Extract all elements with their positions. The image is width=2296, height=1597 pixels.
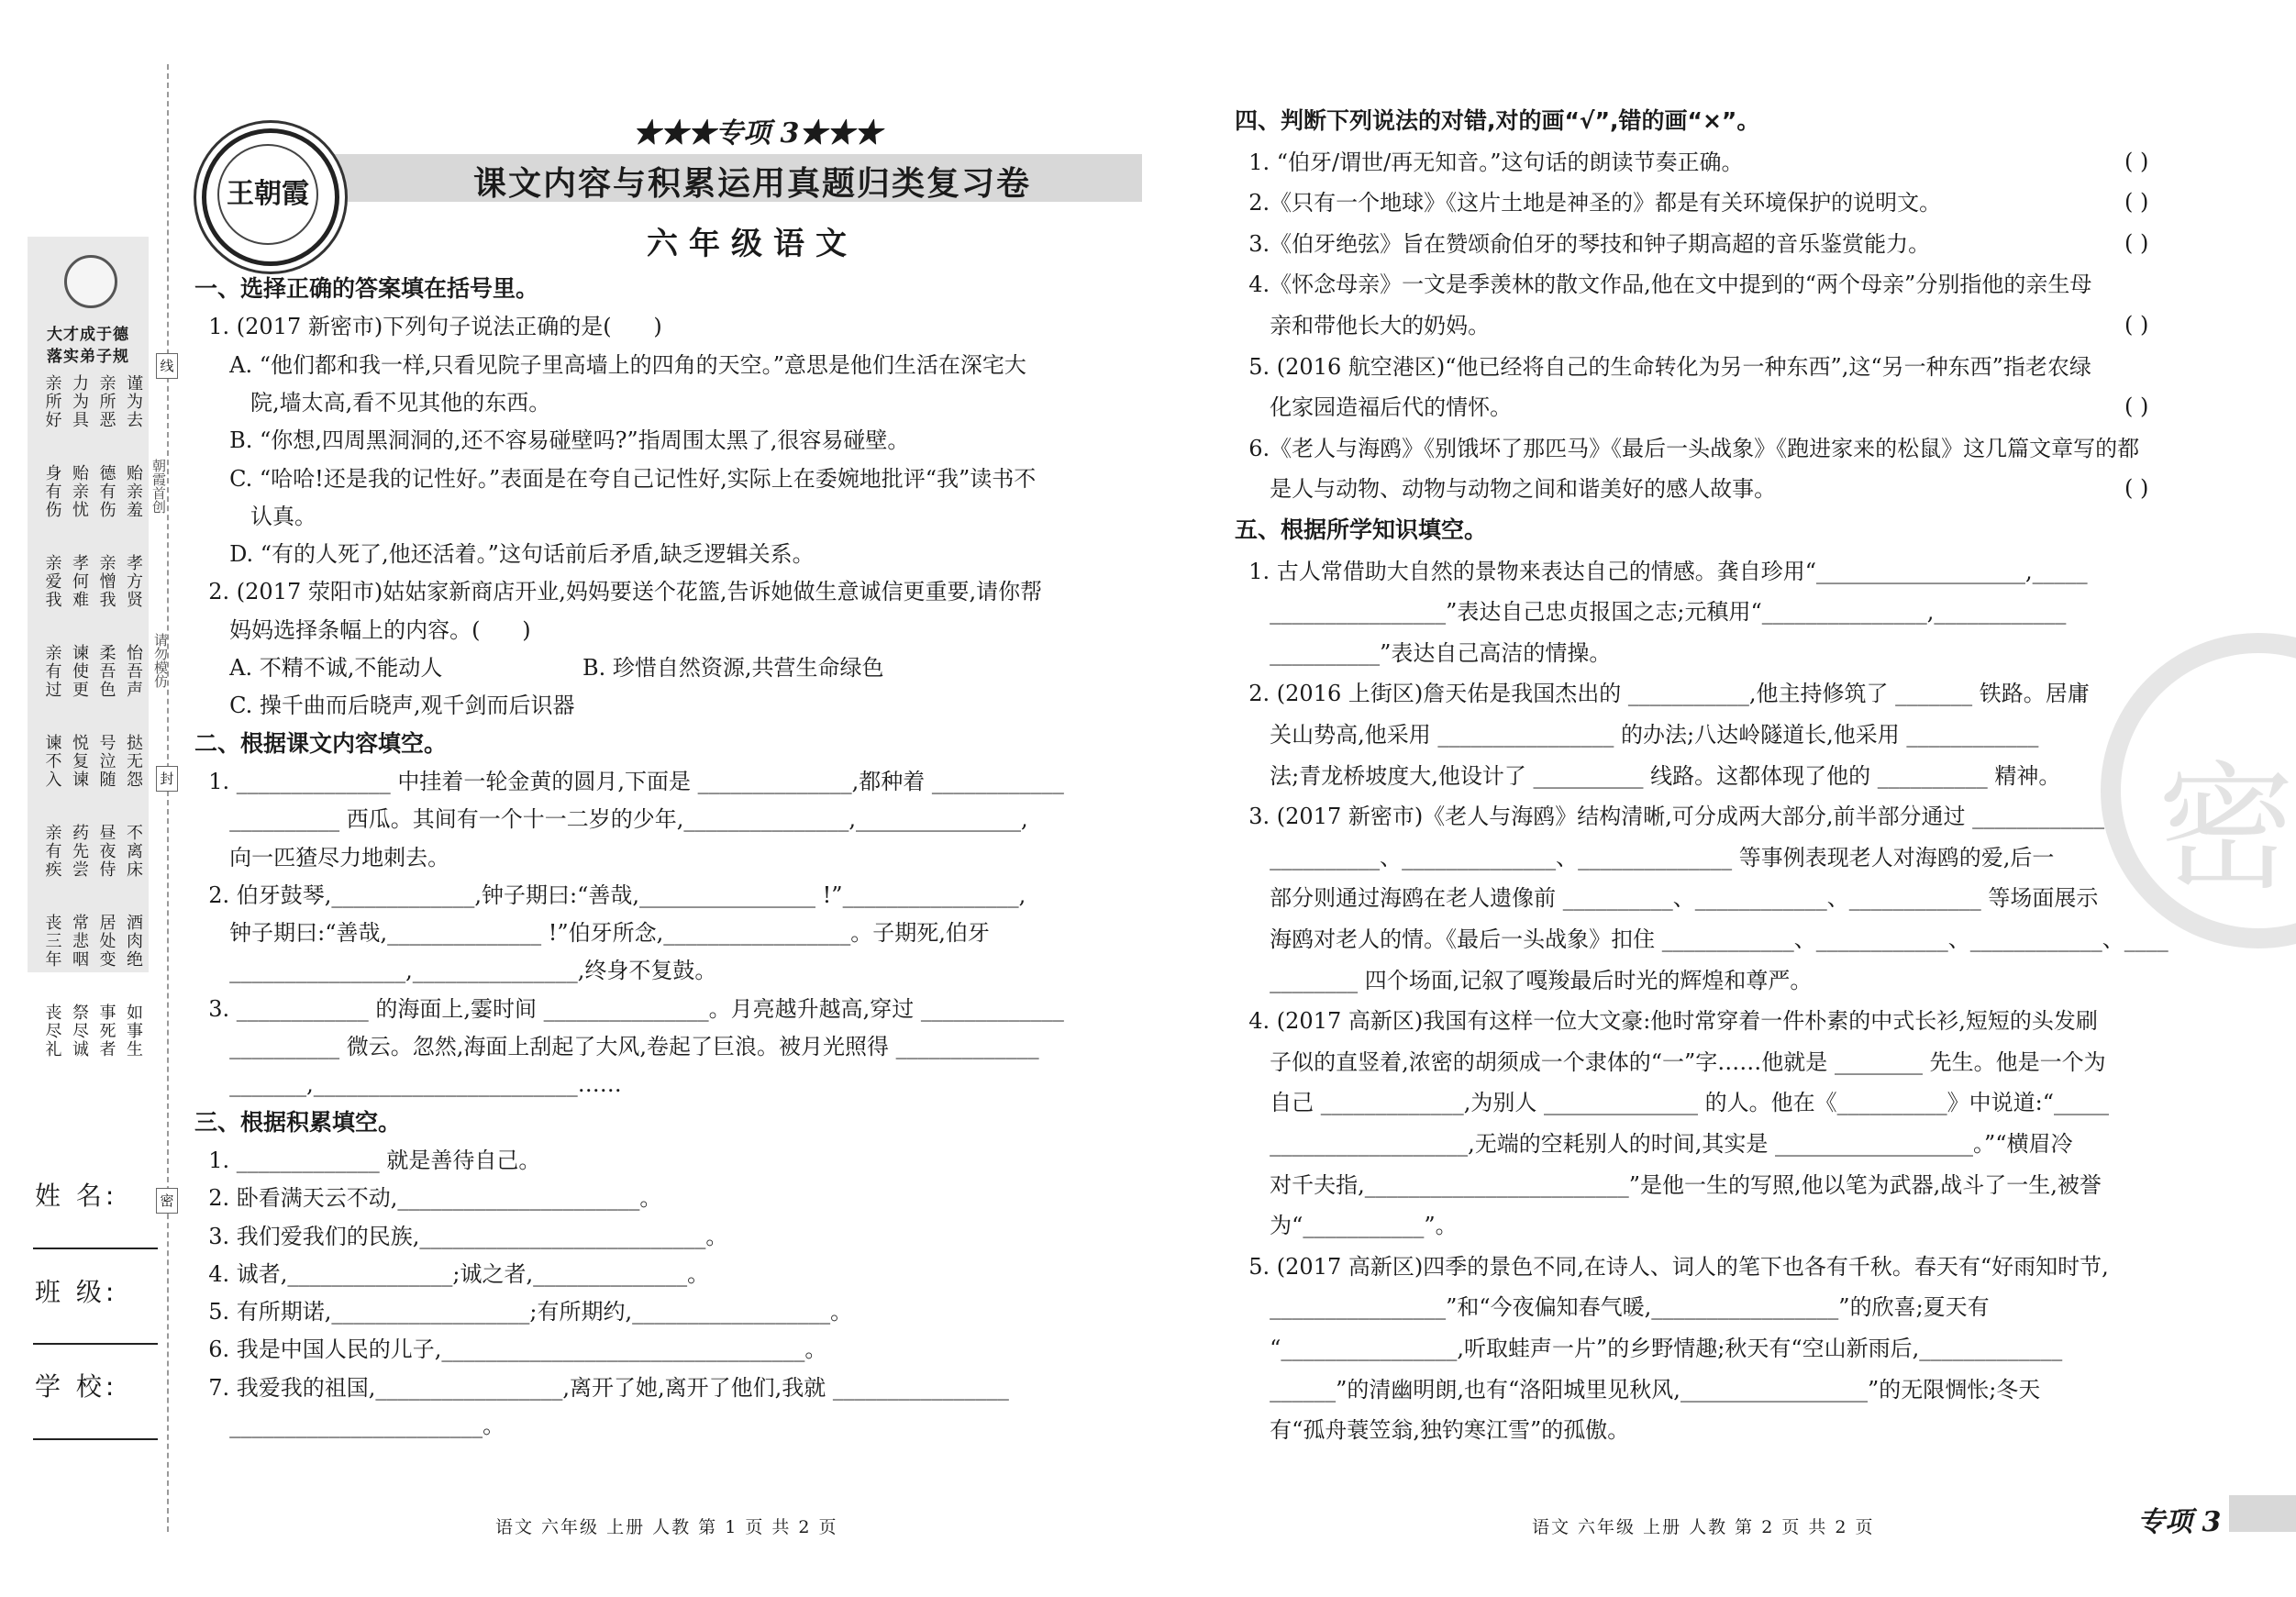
- vertical-note-1: 朝霞首创: [150, 459, 167, 514]
- school-label: 学 校:: [35, 1371, 118, 1402]
- maxim-text: 力为具: [70, 374, 89, 429]
- text-line: C. 操千曲而后晓声,观千剑而后识器: [194, 693, 575, 719]
- maxim-text: 亲所恶: [96, 374, 116, 429]
- sidebar-panel: [28, 237, 149, 1059]
- maxim-text: 丧尽礼: [42, 1004, 62, 1059]
- mascot-icon: [64, 255, 117, 308]
- text-line: 2. 伯牙鼓琴,_____________,钟子期曰:“善哉,________________ !”________________,: [194, 882, 1026, 908]
- section-heading: 二、根据课文内容填空。: [194, 729, 448, 757]
- maxim-text: 柔吾色: [96, 644, 116, 699]
- text-line: 妈妈选择条幅上的内容。( ): [194, 616, 531, 643]
- maxim-text: 怡吾声: [124, 644, 143, 699]
- text-line: A. 不精不诚,不能动人 B. 珍惜自然资源,共营生命绿色: [194, 655, 884, 681]
- maxim-text: 德有伤: [96, 464, 116, 519]
- logo-text: 王朝霞: [217, 144, 318, 245]
- text-line: 是人与动物、动物与动物之间和谐美好的感人故事。: [1235, 476, 1777, 503]
- text-line: 关山势高,他采用 ________________ 的办法;八达岭隧道长,他采用 ____________: [1235, 722, 2039, 748]
- maxim-text: 昼夜侍: [96, 824, 116, 879]
- answer-paren[interactable]: ( ): [2124, 148, 2149, 174]
- vertical-note-2: 请勿模仿: [152, 633, 169, 688]
- page-subtitle: 六年级语文: [647, 226, 858, 262]
- binding-cut-line: [167, 64, 169, 1532]
- maxim-text: 如事生: [124, 1004, 143, 1059]
- text-line: ________________”和“今夜偏知春气暖,_________________”的欣喜;夏天有: [1235, 1294, 1990, 1321]
- text-line: __________、______________、______________ 等事例表现老人对海鸥的爱,后一: [1235, 844, 2055, 871]
- text-line: 2.《只有一个地球》《这片土地是神圣的》都是有关环境保护的说明文。: [1235, 190, 1942, 216]
- text-line: B. “你想,四周黑洞洞的,还不容易碰壁吗?”指周围太黑了,很容易碰壁。: [194, 427, 910, 454]
- text-line: ________________,_______________,终身不复鼓。: [194, 958, 717, 984]
- maxim-text: 酒肉绝: [124, 914, 143, 969]
- text-line: 向一匹猹尽力地刺去。: [194, 844, 450, 871]
- text-line: 认真。: [194, 503, 317, 529]
- maxim-text: 亲有过: [42, 644, 62, 699]
- maxim-text: 号泣随: [96, 734, 116, 789]
- text-line: 1. 古人常借助大自然的景物来表达自己的情感。龚自珍用“___________________,_____: [1235, 558, 2088, 584]
- brand-logo: [202, 128, 339, 266]
- section-heading: 五、根据所学知识填空。: [1235, 516, 1488, 543]
- name-label: 姓 名:: [35, 1181, 118, 1211]
- footer-right: 语文 六年级 上册 人教 第 2 页 共 2 页: [1532, 1517, 1875, 1537]
- class-field[interactable]: [33, 1343, 158, 1345]
- text-line: ________ 四个场面,记叙了嘎羧最后时光的辉煌和尊严。: [1235, 967, 1813, 993]
- text-line: 2. (2016 上街区)詹天佑是我国杰出的 ___________,他主持修筑了 _______ 铁路。居庸: [1235, 681, 2090, 707]
- maxim-text: 不离床: [124, 824, 143, 879]
- answer-paren[interactable]: ( ): [2124, 229, 2149, 256]
- text-line: 化家园造福后代的情怀。: [1235, 394, 1513, 421]
- maxim-text: 亲憎我: [96, 554, 116, 609]
- maxim-text: 谏使更: [70, 644, 89, 699]
- section-heading: 三、根据积累填空。: [194, 1108, 402, 1136]
- text-line: 法;青龙桥坡度大,他设计了 __________ 线路。这都体现了他的 __________ 精神。: [1235, 762, 2061, 789]
- text-line: 对千夫指,________________________”是他一生的写照,他以笔为武器,战斗了一生,被誉: [1235, 1171, 2102, 1198]
- text-line: 子似的直竖着,浓密的胡须成一个隶体的“一”字……他就是 ________ 先生。他是一个为: [1235, 1048, 2106, 1075]
- text-line: A. “他们都和我一样,只看见院子里高墙上的四角的天空。”意思是他们生活在深宅大: [194, 351, 1026, 378]
- cut-mark-1: 线: [156, 353, 178, 379]
- text-line: 有“孤舟蓑笠翁,独钓寒江雪”的孤傲。: [1235, 1417, 1630, 1444]
- text-line: 6.《老人与海鸥》《别饿坏了那匹马》《最后一头战象》《跑进家来的松鼠》这几篇文章写的都: [1235, 435, 2140, 461]
- text-line: 7. 我爱我的祖国,_________________,离开了她,离开了他们,我就 ________________: [194, 1374, 1009, 1401]
- text-line: 3.《伯牙绝弦》旨在赞颂俞伯牙的琴技和钟子期高超的音乐鉴赏能力。: [1235, 230, 1931, 257]
- name-field[interactable]: [33, 1248, 158, 1249]
- text-line: 海鸥对老人的情。《最后一头战象》扣住 ____________、____________、____________、____: [1235, 926, 2168, 952]
- maxim-text: 药先尝: [70, 824, 89, 879]
- text-line: ______”的清幽明朗,也有“洛阳城里见秋风,_________________”的无限惆怅;冬天: [1235, 1376, 2041, 1403]
- text-line: 4. (2017 高新区)我国有这样一位大文豪:他时常穿着一件朴素的中式长衫,短短的头发刷: [1235, 1008, 2098, 1035]
- text-line: 5. (2017 高新区)四季的景色不同,在诗人、词人的笔下也各有千秋。春天有“好雨知时节,: [1235, 1253, 2109, 1280]
- maxim-text: 谏不入: [42, 734, 62, 789]
- section-heading: 四、判断下列说法的对错,对的画“√”,错的画“×”。: [1235, 107, 1760, 134]
- maxim-text: 常悲咽: [70, 914, 89, 969]
- text-line: 1. “伯牙/谓世/再无知音。”这句话的朗读节奏正确。: [1235, 149, 1744, 175]
- maxim-text: 事死者: [96, 1004, 116, 1059]
- maxim-text: 祭尽诚: [70, 1004, 89, 1059]
- text-line: D. “有的人死了,他还活着。”这句话前后矛盾,缺乏逻辑关系。: [194, 541, 815, 568]
- maxim-text: 悦复谏: [70, 734, 89, 789]
- text-line: 6. 我是中国人民的儿子,_________________________________。: [194, 1336, 827, 1363]
- text-line: 自己 _____________,为别人 ______________ 的人。他在《__________》中说道:“_____: [1235, 1090, 2110, 1116]
- maxim-text: 孝方贤: [124, 554, 143, 609]
- text-line: __________ 西瓜。其间有一个十一二岁的少年,_______________,_______________,: [194, 806, 1028, 833]
- maxim-text: 亲所好: [42, 374, 62, 429]
- text-line: 5. (2016 航空港区)“他已经将自己的生命转化为另一种东西”,这“另一种东西”指老农绿: [1235, 353, 2091, 380]
- section-tag: ★★★专项 3★★★: [633, 117, 882, 150]
- answer-paren[interactable]: ( ): [2124, 394, 2149, 420]
- maxim-text: 身有伤: [42, 464, 62, 519]
- text-line: 亲和带他长大的奶妈。: [1235, 313, 1491, 338]
- text-line: 院,墙太高,看不见其他的东西。: [194, 389, 551, 416]
- cut-mark-3: 密: [156, 1188, 178, 1214]
- maxim-text: 亲爱我: [42, 554, 62, 609]
- motto-line-1: 大才成于德: [47, 326, 129, 344]
- text-line: 2. (2017 荥阳市)姑姑家新商店开业,妈妈要送个花篮,告诉她做生意诚信更重要,请你帮: [194, 579, 1043, 605]
- class-label: 班 级:: [35, 1277, 118, 1307]
- maxim-text: 丧三年: [42, 914, 62, 969]
- answer-paren[interactable]: ( ): [2124, 312, 2149, 338]
- maxim-text: 贻亲忧: [70, 464, 89, 519]
- text-line: __________”表达自己高洁的情操。: [1235, 639, 1612, 666]
- text-line: 3. (2017 新密市)《老人与海鸥》结构清晰,可分成两大部分,前半部分通过 ____________: [1235, 804, 2105, 830]
- motto-line-2: 落实弟子规: [47, 348, 129, 366]
- text-line: 3. ____________ 的海面上,霎时间 _______________。月亮越升越高,穿过 _____________: [194, 995, 1064, 1022]
- corner-section-tag: 专项 3: [2137, 1506, 2222, 1538]
- watermark-seal-icon: 密: [2101, 633, 2296, 948]
- text-line: 1. (2017 新密市)下列句子说法正确的是( ): [194, 314, 662, 340]
- text-line: 5. 有所期诺,__________________;有所期约,__________________。: [194, 1299, 853, 1325]
- text-line: 4.《怀念母亲》一文是季羡林的散文作品,他在文中提到的“两个母亲”分别指他的亲生母: [1235, 272, 2092, 298]
- text-line: 钟子期曰:“善哉,______________ !”伯牙所念,_________________。子期死,伯牙: [194, 920, 990, 947]
- text-line: 3. 我们爱我们的民族,__________________________。: [194, 1223, 728, 1249]
- text-line: 为“___________”。: [1235, 1213, 1458, 1239]
- corner-bar: [2229, 1495, 2296, 1532]
- maxim-text: 贻亲羞: [124, 464, 143, 519]
- maxim-text: 挞无怨: [124, 734, 143, 789]
- text-line: “________________,听取蛙声一片”的乡野情趣;秋天有“空山新雨后,_____________: [1235, 1336, 2063, 1361]
- answer-paren[interactable]: ( ): [2124, 189, 2149, 216]
- maxim-text: 谨为去: [124, 374, 143, 429]
- text-line: ________________”表达自己忠贞报国之志;元稹用“_______________,____________: [1235, 599, 2067, 626]
- text-line: 1. ______________ 中挂着一轮金黄的圆月,下面是 ______________,都种着 ____________: [194, 768, 1064, 794]
- maxim-text: 孝何难: [70, 554, 89, 609]
- page-title: 课文内容与积累运用真题归类复习卷: [472, 164, 1031, 203]
- footer-left: 语文 六年级 上册 人教 第 1 页 共 2 页: [495, 1517, 838, 1537]
- school-field[interactable]: [33, 1438, 158, 1440]
- maxim-text: 居处变: [96, 914, 116, 969]
- maxim-text: 亲有疾: [42, 824, 62, 879]
- text-line: _______,________________________……: [194, 1071, 622, 1098]
- section-heading: 一、选择正确的答案填在括号里。: [194, 275, 539, 302]
- cut-mark-2: 封: [156, 766, 178, 792]
- text-line: __________ 微云。忽然,海面上刮起了大风,卷起了巨浪。被月光照得 _____________: [194, 1034, 1039, 1059]
- text-line: 2. 卧看满天云不动,______________________。: [194, 1185, 662, 1212]
- text-line: C. “哈哈!还是我的记性好。”表面是在夸自己记性好,实际上在委婉地批评“我”读书不: [194, 465, 1037, 492]
- text-line: 部分则通过海鸥在老人遗像前 __________、____________、____________ 等场面展示: [1235, 885, 2099, 912]
- text-line: _______________________。: [194, 1413, 505, 1438]
- text-line: 4. 诚者,_______________;诚之者,______________。: [194, 1260, 710, 1287]
- answer-paren[interactable]: ( ): [2124, 475, 2149, 502]
- text-line: 1. _____________ 就是善待自己。: [194, 1147, 541, 1173]
- maxims-grid: [35, 374, 143, 1084]
- text-line: __________________,无端的空耗别人的时间,其实是 __________________。”“横眉冷: [1235, 1131, 2073, 1157]
